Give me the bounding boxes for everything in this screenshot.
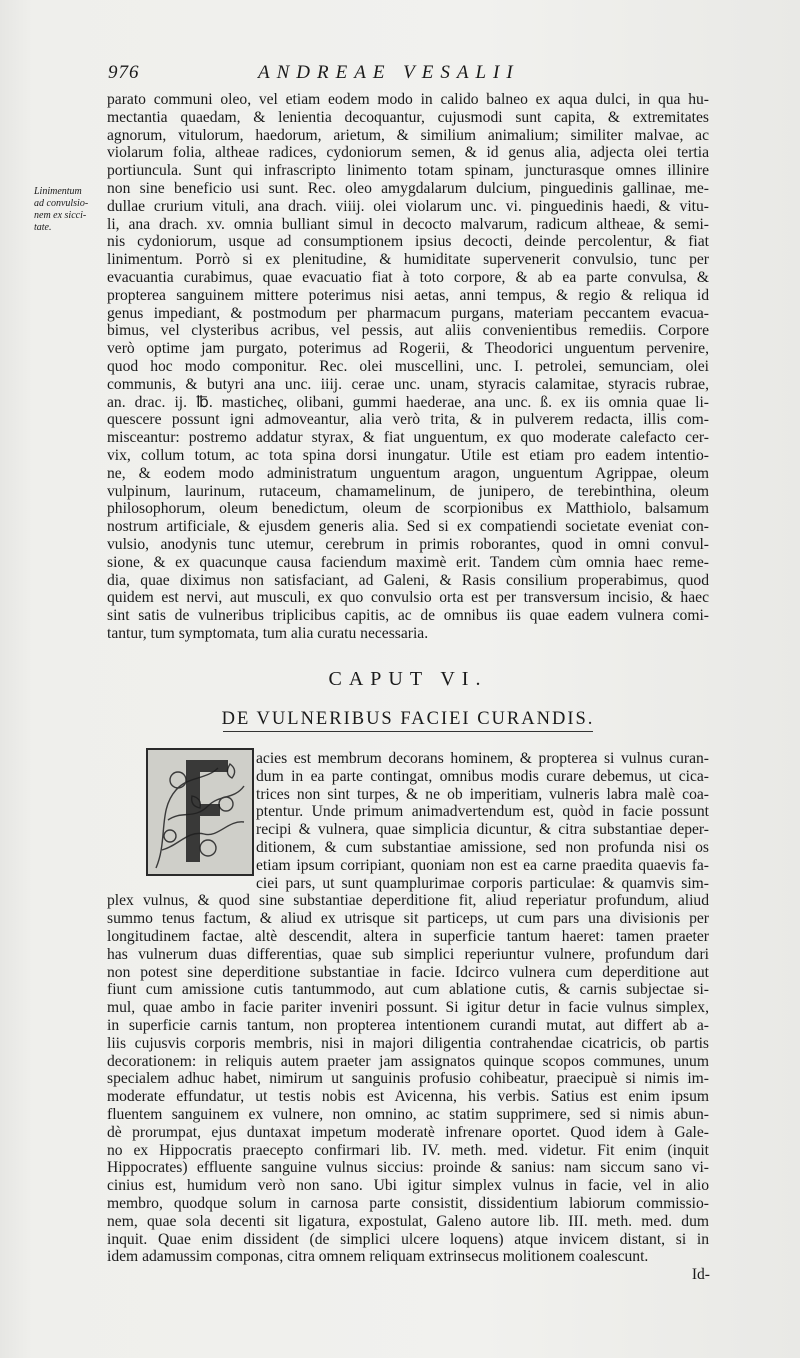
text-line: philosophorum, oleum benedictum, oleum de scorpionibus ex Matthiolo, balsamum bbox=[107, 500, 709, 518]
chapter-subtitle: DE VULNERIBUS FACIEI CURANDIS. bbox=[107, 709, 709, 732]
text-line: dè prorumpat, ejus duntaxat impetum moderatè infrenare oportet. Quod idem à Gale- bbox=[107, 1123, 709, 1141]
text-line: trices non sint turpes, & ne ob imperitiam, vulneris labra malè coa- bbox=[256, 785, 709, 803]
text-line: misceantur: postremo addatur styrax, & fiat unguentum, ex quo moderate calefacto cer- bbox=[107, 429, 709, 447]
text-line: quescere possunt igni admoveantur, alia verò trita, & in pulverem redacta, illis com- bbox=[107, 411, 709, 429]
text-line: linimentum. Porrò si ex plenitudine, & humiditate supervenerit convulsio, tunc per bbox=[107, 251, 709, 269]
text-line: no ex Hippocratis praecepto confirmari lib. IV. meth. med. videtur. Fit enim (inquit bbox=[107, 1141, 709, 1159]
text-line: decorationem: in reliquis autem praeter jam assignatos quinque scopos communes, unum bbox=[107, 1052, 709, 1070]
text-line: vulpinum, laurinum, rutaceum, chamamelinum, de junipero, de terebinthina, oleum bbox=[107, 482, 709, 500]
text-line: dia, quae diximus non satisfaciant, ad Galeni, & Rasis consilium properabimus, quod bbox=[107, 571, 709, 589]
text-line: sint satis de vulneribus triplicibus capitis, ac de omnibus iis quae eadem vulnera comi- bbox=[107, 607, 709, 625]
text-line: ne, & eodem modo administratum unguentum aragon, unguentum Agrippae, oleum bbox=[107, 464, 709, 482]
margin-note-line: nem ex sicci- bbox=[34, 210, 87, 221]
initial-letter: F bbox=[200, 818, 201, 819]
page-header bbox=[108, 62, 708, 88]
running-head: ANDREAE VESALII bbox=[258, 62, 520, 83]
text-line: acies est membrum decorans hominem, & propterea si vulnus curan- bbox=[256, 750, 709, 767]
text-line: fiunt cum amissione cutis tantummodo, aut cum ablatione cutis, & carnis subjectae si- bbox=[107, 981, 709, 999]
text-block-2 bbox=[107, 750, 709, 1266]
text-line: Hippocrates) effluente sanguine vulnus siccius: proinde & sanius: nam siccum sano vi- bbox=[107, 1159, 709, 1177]
chapter-heading: CAPUT VI. bbox=[328, 668, 488, 690]
text-line: non potest sine deperditione substantiae in facie. Idcirco vulnera cum deperditione aut bbox=[107, 963, 709, 981]
text-line: vix, collum totum, ac tota spina dorsi inungatur. Utile est etiam pro eadem intentio- bbox=[107, 446, 709, 464]
text-line: sione, & ex quacunque causa faciendum maximè erit. Tandem cùm omnia haec reme- bbox=[107, 553, 709, 571]
text-line: specialem adhuc habet, nimirum ut sanguinis profusio cohibeatur, praecipuè si nimis im- bbox=[107, 1070, 709, 1088]
text-line: tantur, tum symptomata, tum alia curatu necessaria. bbox=[107, 624, 429, 642]
text-line: nem, quae sola decenti sit ligatura, expostulat, Galeno autore lib. III. meth. med. dum bbox=[107, 1212, 709, 1230]
text-line: moderate effundatur, ut testis nobis est Avicenna, his verbis. Satius est enim ipsum bbox=[107, 1088, 709, 1106]
indented-lines bbox=[107, 750, 709, 892]
text-line: quod hoc modo componitur. Rec. olei muscellini, unc. I. petrolei, semunciam, olei bbox=[107, 357, 709, 375]
text-line: ptentur. Unde primum animadvertendum est, quòd in facie possunt bbox=[256, 803, 709, 821]
text-line: evacuantia curabimus, quae evacuatio fiat à toto corpore, & ab ea parte convulsa, & bbox=[107, 268, 709, 286]
text-line: has vulnerum duas differentias, quae sub simplici reperiuntur vulnere, profundum dari bbox=[107, 945, 709, 963]
text-line: communis, & butyri ana unc. iiij. cerae unc. unam, styracis calamitae, styracis rubrae, bbox=[107, 375, 709, 393]
text-line: quidem est nervi, aut musculi, ex quo convulsio orta est per transversum incisio, & haec bbox=[107, 589, 709, 607]
text-line: ditionem, & cum substantiae amissione, sed non profunda nisi os bbox=[256, 838, 709, 856]
text-line: parato communi oleo, vel etiam eodem modo in calido balneo ex aqua dulci, in qua hu- bbox=[107, 91, 709, 108]
text-line: non sine beneficio usi sunt. Rec. oleo amygdalarum dulcium, pinguedinis gallinae, me- bbox=[107, 179, 709, 197]
text-line: ciei pars, ut sunt quamplurimae corporis particulae: & quamvis sim- bbox=[256, 874, 709, 892]
margin-note bbox=[34, 186, 104, 234]
text-line: an. drac. ij. ℔. masticheς, olibani, gummi haederae, ana unc. ß. ex iis omnia quae li- bbox=[107, 393, 709, 411]
text-line: dullae crurium vituli, ana drach. viiij. olei violarum unc. vi. pinguedinis haedi, & vitu- bbox=[107, 197, 709, 215]
text-line: bimus, vel clysteribus acribus, vel pessis, aut aliis convenientibus remediis. Corpore bbox=[107, 322, 709, 340]
text-line: nostrum artificiale, & ejusdem generis alia. Sed si ex compatiendi societate eveniat con- bbox=[107, 518, 709, 536]
text-line: propterea sanguinem mittere poterimus nisi aetas, anni tempus, & regio & reliqua id bbox=[107, 286, 709, 304]
catchword: Id- bbox=[691, 1266, 710, 1283]
text-line: membro, quodque solum in carnosa parte consistit, dissidentium labiorum commissio- bbox=[107, 1194, 709, 1212]
text-line: dum in ea parte contingat, omnibus modis curare debemus, ut cica- bbox=[256, 767, 709, 785]
text-line: in superficie carnis tantum, non propterea intentionem curandi mutat, aut differt ab a- bbox=[107, 1016, 709, 1034]
text-line: inquit. Quae enim dissident (de simplici ulcere loquens) atque invicem distant, si in bbox=[107, 1230, 709, 1248]
text-line: agnorum, vitulorum, haedorum, arietum, & similium animalium; similiter malvae, ac bbox=[107, 126, 709, 144]
text-line: genus impediant, & postmodum per pharmacum purgans, materiam peccantem evacua- bbox=[107, 304, 709, 322]
text-line: mul, quae ambo in facie pariter inveniri possunt. Si igitur detur in facie vulnus simplex, bbox=[107, 999, 709, 1017]
text-line: nis cydoniorum, usque ad consumptionem ipsius decocti, deinde percolentur, & fiat bbox=[107, 233, 709, 251]
margin-note-line: tate. bbox=[34, 222, 52, 233]
text-line: portiuncula. Sunt qui infrascripto linimento totam spinam, juncturasque omnes illinire bbox=[107, 162, 709, 180]
text-line: violarum folia, altheae radices, cydoniorum semen, & id genus alia, adjecta olei tertia bbox=[107, 144, 709, 162]
text-line: etiam ipsum corripiant, quoniam non est ea carne praedita quaevis fa- bbox=[256, 856, 709, 874]
text-line: plex vulnus, & quod sine substantiae deperditione fit, aliud reperiatur profundum, aliud bbox=[107, 892, 709, 910]
text-line: longitudinem factae, altè descendit, altera in superficie tantum haeret: tamen praeter bbox=[107, 927, 709, 945]
margin-note-line: ad convulsio- bbox=[34, 198, 89, 209]
margin-note-line: Linimentum bbox=[34, 186, 82, 197]
text-line: idem adamussim componas, citra omnem reliquam extrinsecus molitionem coalescunt. bbox=[107, 1248, 649, 1266]
body-lines bbox=[107, 892, 709, 1266]
text-line: summo tenus factum, & aliud ex utrisque sit particeps, ut cum pars una divisionis per bbox=[107, 910, 709, 928]
text-line: fluentem sanguinem ex vulnere, non omnino, ac statim supprimere, sed si nimis abun- bbox=[107, 1105, 709, 1123]
text-line: liis cujusvis corporis membris, nisi in majori diligentia contrahendae cicatricis, ob partis bbox=[107, 1034, 709, 1052]
text-line: cinius est, humidum verò non sano. Ubi igitur simplex vulnus in facie, vel in alio bbox=[107, 1177, 709, 1195]
text-line: recipi & vulnera, quae simplicia dicuntur, & citra substantiae deper- bbox=[256, 821, 709, 839]
text-line: mectantia quaedam, & lenientia decoquantur, cujusmodi sunt capita, & extremitates bbox=[107, 108, 709, 126]
text-block-1 bbox=[107, 91, 709, 643]
text-line: verò optime jam purgato, poterimus ad Rogerii, & Theodorici unguentum pervenire, bbox=[107, 340, 709, 358]
text-line: vulsio, anodynis tunc utemur, cerebrum in primis roborantes, quod in omni convul- bbox=[107, 535, 709, 553]
text-line: li, ana drach. xv. omnia bulliant simul in decocto malvarum, radicum altheae, & semi- bbox=[107, 215, 709, 233]
page-number: 976 bbox=[108, 62, 140, 83]
